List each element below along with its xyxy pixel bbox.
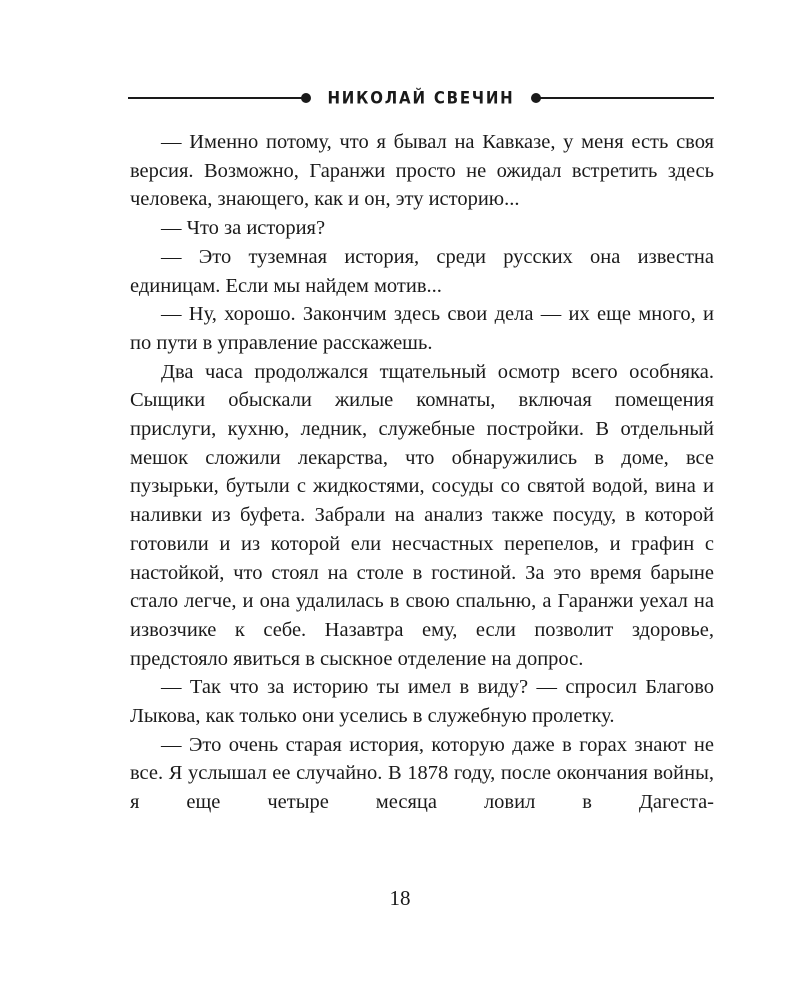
body-text xyxy=(130,128,714,817)
paragraph: — Это очень старая история, которую даже в горах знают не все. Я услышал ее случайно. В 1878 году, после окончания войны, я еще четыре месяца ловил в Дагеста- xyxy=(130,733,714,814)
header-author-name: НИКОЛАЙ СВЕЧИН xyxy=(327,87,515,109)
paragraph: Два часа продолжался тщательный осмотр всего особняка. Сыщики обыскали жилые комнаты, включая помещения прислуги, кухню, ледник, служебные постройки. В отдельный мешок сложили лекарства, что обнаружились в доме, все пузырьки, бутыли с жидкостями, сосуды со святой водой, вина и наливки из буфета. Забрали на анализ также посуду, в которой готовили и из которой ели несчастных перепелов, и графин с настойкой, что стоял на столе в гостиной. За это время барыне стало легче, и она удалилась в свою спальню, а Гаранжи уехал на извозчике к себе. Назавтра ему, если позволит здоровье, предстояло явиться в сыскное отделение на допрос. xyxy=(130,360,714,670)
paragraph: — Ну, хорошо. Закончим здесь свои дела — их еще много, и по пути в управление расскажешь. xyxy=(130,303,714,354)
running-header xyxy=(128,84,714,112)
paragraph: — Это туземная история, среди русских она известна единицам. Если мы найдем мотив... xyxy=(130,245,714,297)
paragraph: — Что за история? xyxy=(161,217,326,240)
page-number: 18 xyxy=(389,886,411,910)
paragraph: — Именно потому, что я бывал на Кавказе, у меня есть своя версия. Возможно, Гаранжи просто не ожидал встретить здесь человека, знающего, как и он, эту историю... xyxy=(130,131,714,211)
header-rule-right xyxy=(536,97,714,99)
header-dot-left-icon xyxy=(301,93,311,103)
paragraph: — Так что за историю ты имел в виду? — спросил Благово Лыкова, как только они уселись в служебную пролетку. xyxy=(130,676,714,728)
header-rule-left xyxy=(128,97,306,99)
